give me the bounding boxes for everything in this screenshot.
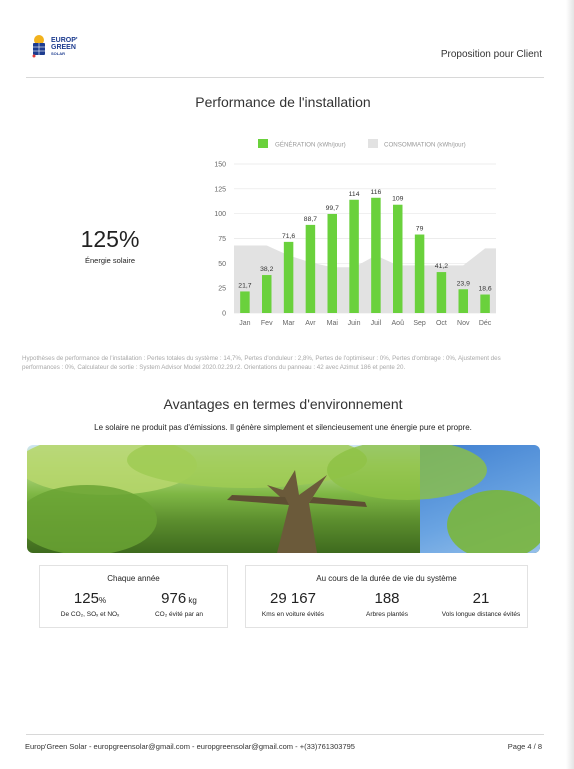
bar-value-label: 116 [370, 188, 382, 196]
environment-subtitle: Le solaire ne produit pas d'émissions. Il génère simplement et silencieusement une énergie pure et propre. [94, 423, 472, 432]
car-km-avoided-desc: Kms en voiture évités [261, 611, 325, 618]
generation-bar [459, 289, 469, 313]
consumption-area [234, 245, 496, 313]
solar-panel-logo-icon [30, 34, 48, 58]
flights-avoided-desc: Vols longue distance évités [441, 611, 521, 618]
x-tick-label: Jan [239, 320, 251, 327]
flights-avoided-metric [438, 590, 524, 619]
x-tick-label: Mar [282, 320, 295, 327]
page-number: Page 4 / 8 [507, 742, 542, 751]
generation-bar [480, 295, 490, 313]
legend-swatch-generation [258, 139, 268, 148]
logo-line-1: EUROP' [51, 36, 78, 44]
trees-planted-desc: Arbres plantés [366, 611, 408, 618]
generation-bar [371, 198, 381, 313]
bar-value-label: 71,6 [281, 232, 296, 240]
generation-bar [328, 214, 338, 313]
co2-avoided-unit: kg [186, 596, 197, 605]
x-tick-label: Oct [435, 320, 447, 327]
bar-value-label: 79 [415, 225, 424, 233]
emission-reduction-metric [48, 590, 132, 619]
bar-value-label: 21,7 [238, 282, 252, 290]
x-tick-label: Juin [347, 320, 361, 327]
generation-bar [437, 272, 447, 313]
solar-energy-percent: 125% [80, 226, 140, 252]
car-km-avoided-metric [250, 590, 336, 619]
performance-chart [200, 132, 500, 330]
x-tick-label: Nov [457, 320, 470, 327]
emission-reduction-unit: % [98, 596, 107, 605]
footer-divider [26, 734, 544, 735]
logo-line-2: GREEN [51, 43, 76, 51]
x-tick-label: Mai [326, 320, 338, 327]
co2-avoided-metric [136, 590, 222, 619]
x-tick-label: Fev [260, 320, 273, 327]
performance-assumptions-footnote: Hypothèses de performance de l'installation : Pertes totales du système : 14,7%, Pertes d'onduleur : 2,8%, Pertes de l'optimiseur : 0%, Pertes d'ombrage : 0%, Ajustement des performances : 0%, Calculateur de sortie : System Advisor Model 2020.02.29.r2. Orientations du panneau : 42 avec Azimut 186 et pente 20. [22, 355, 501, 371]
y-tick-label: 75 [218, 236, 226, 243]
performance-title: Performance de l'installation [195, 94, 371, 110]
trees-planted-value: 188 [374, 590, 400, 607]
header-divider [26, 77, 544, 78]
legend-swatch-consumption [368, 139, 378, 148]
generation-bar [262, 275, 272, 313]
emission-reduction-desc: De CO₂, SOₓ et NOₓ [60, 611, 120, 618]
car-km-avoided-value: 29 167 [270, 590, 316, 607]
page-edge-shadow [566, 0, 574, 769]
generation-bar [415, 235, 425, 313]
flights-avoided-value: 21 [472, 590, 490, 607]
company-logo [30, 32, 90, 60]
x-tick-label: Juil [370, 320, 382, 327]
bar-value-label: 109 [392, 195, 404, 203]
y-tick-label: 150 [214, 161, 226, 169]
x-tick-label: Aoû [391, 320, 404, 327]
document-header-title: Proposition pour Client [440, 49, 542, 60]
solar-energy-stat [62, 226, 158, 265]
bar-value-label: 114 [348, 190, 360, 198]
y-tick-label: 125 [214, 186, 226, 194]
lifetime-benefits-card [245, 565, 528, 628]
co2-avoided-desc: CO₂ évité par an [154, 611, 204, 618]
bar-value-label: 99,7 [325, 204, 339, 212]
tree-canopy-photo [27, 445, 540, 553]
tree-illustration [27, 445, 540, 553]
emission-reduction-value: 125 [73, 590, 99, 607]
legend-label-consumption: CONSOMMATION (kWh/jour) [384, 141, 466, 149]
logo-wordmark [51, 37, 78, 56]
x-tick-label: Avr [305, 320, 316, 327]
bar-value-label: 38,2 [260, 266, 274, 274]
yearly-card-title: Chaque année [107, 574, 160, 583]
x-tick-label: Déc [478, 320, 492, 327]
y-tick-label: 100 [214, 211, 226, 219]
logo-line-3: SOLAR [51, 50, 65, 56]
bar-value-label: 23,9 [456, 280, 470, 288]
footer-contact: Europ'Green Solar - europgreensolar@gmail.com - europgreensolar@gmail.com - +(33)761303795 [25, 742, 355, 751]
y-tick-label: 0 [222, 310, 226, 318]
generation-bar [306, 225, 316, 313]
generation-bar [349, 200, 359, 313]
bar-value-label: 41,2 [434, 263, 449, 271]
environment-title: Avantages en termes d'environnement [163, 396, 403, 412]
legend-label-generation: GÉNÉRATION (kWh/jour) [275, 141, 346, 149]
x-tick-label: Sep [413, 320, 426, 327]
y-tick-label: 25 [218, 285, 226, 293]
co2-avoided-value: 976 [161, 590, 187, 607]
generation-bar [240, 291, 250, 313]
lifetime-card-title: Au cours de la durée de vie du système [316, 574, 457, 583]
trees-planted-metric [344, 590, 430, 619]
solar-energy-label: Énergie solaire [84, 256, 136, 265]
generation-bar [284, 242, 294, 313]
generation-bar [393, 205, 403, 313]
bar-value-label: 18,6 [478, 285, 492, 293]
bar-value-label: 88,7 [303, 215, 318, 223]
y-tick-label: 50 [218, 260, 226, 268]
yearly-benefits-card [39, 565, 228, 628]
